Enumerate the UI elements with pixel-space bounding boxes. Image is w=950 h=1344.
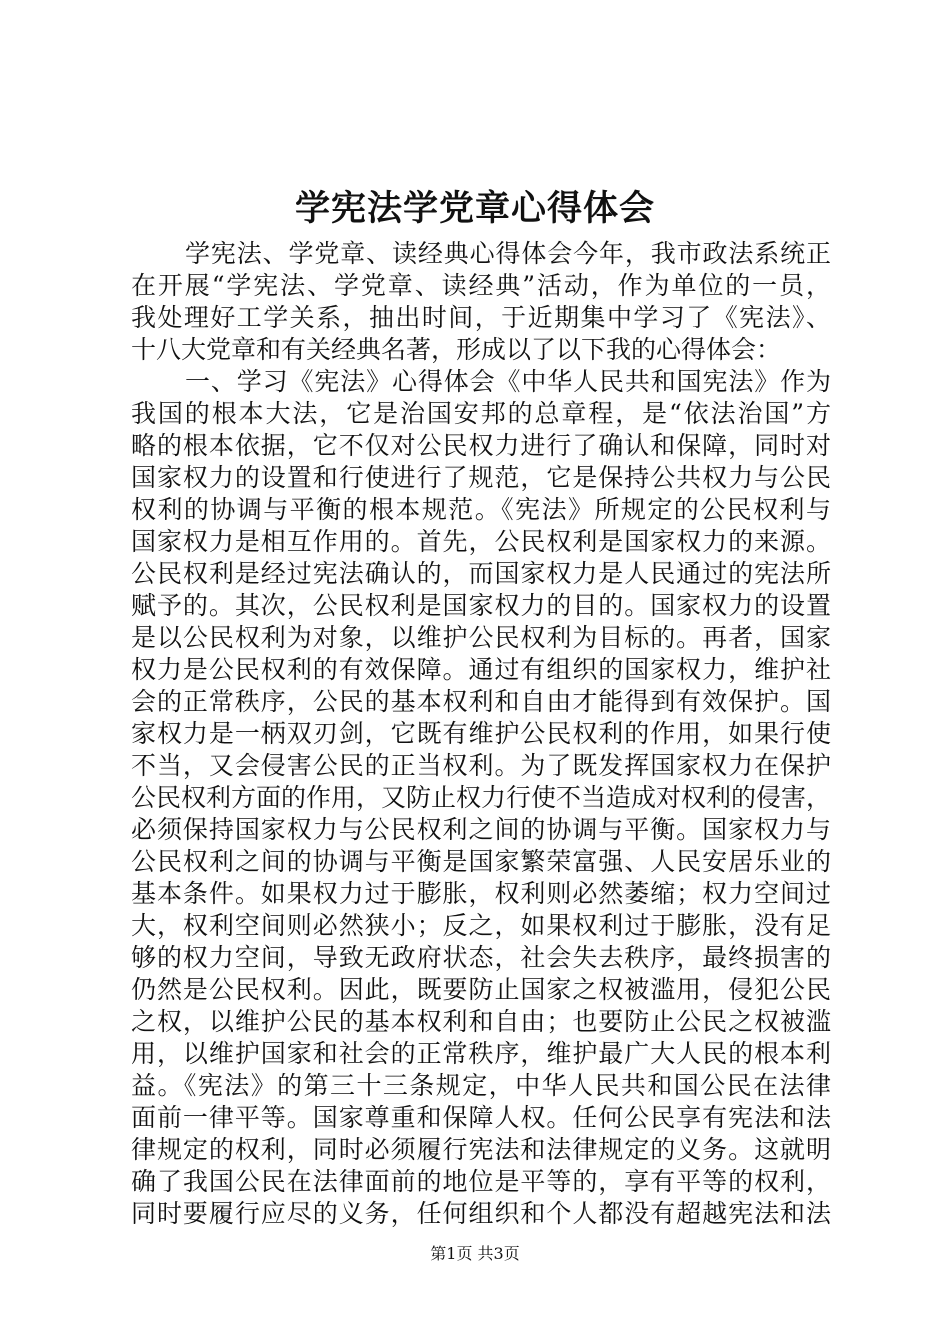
paragraph-line: 益。《宪法》的第三十三条规定，中华人民共和国公民在法律 [131, 1071, 831, 1100]
paragraph-line: 确了我国公民在法律面前的地位是平等的，享有平等的权利， [131, 1167, 831, 1196]
paragraph-line: 在开展“学宪法、学党章、读经典”活动，作为单位的一员， [131, 271, 831, 300]
paragraph-line: 大，权利空间则必然狭小；反之，如果权利过于膨胀，没有足 [131, 911, 831, 940]
paragraph-line: 必须保持国家权力与公民权利之间的协调与平衡。国家权力与 [131, 815, 831, 844]
paragraph-line: 律规定的权利，同时必须履行宪法和法律规定的义务。这就明 [131, 1135, 831, 1164]
paragraph-line: 不当，又会侵害公民的正当权利。为了既发挥国家权力在保护 [131, 751, 831, 780]
paragraph-line: 面前一律平等。国家尊重和保障人权。任何公民享有宪法和法 [131, 1103, 831, 1132]
page-footer: 第1页 共3页 [430, 1244, 520, 1263]
paragraph-line: 公民权利是经过宪法确认的，而国家权力是人民通过的宪法所 [131, 559, 831, 588]
paragraph-line: 我处理好工学关系，抽出时间，于近期集中学习了《宪法》、 [131, 303, 831, 332]
paragraph-line: 基本条件。如果权力过于膨胀，权利则必然萎缩；权力空间过 [131, 879, 831, 908]
paragraph-line: 一、学习《宪法》心得体会《中华人民共和国宪法》作为 [185, 367, 831, 396]
paragraph-line: 会的正常秩序，公民的基本权利和自由才能得到有效保护。国 [131, 687, 831, 716]
paragraph-line: 用，以维护国家和社会的正常秩序，维护最广大人民的根本利 [131, 1039, 831, 1068]
paragraph-line: 仍然是公民权利。因此，既要防止国家之权被滥用，侵犯公民 [131, 975, 831, 1004]
paragraph-line: 公民权利之间的协调与平衡是国家繁荣富强、人民安居乐业的 [131, 847, 831, 876]
paragraph-line: 国家权力是相互作用的。首先，公民权利是国家权力的来源。 [131, 527, 831, 556]
paragraph-line: 够的权力空间，导致无政府状态，社会失去秩序，最终损害的 [131, 943, 831, 972]
paragraph-line: 家权力是一柄双刃剑，它既有维护公民权利的作用，如果行使 [131, 719, 831, 748]
paragraph-line: 十八大党章和有关经典名著，形成以了以下我的心得体会： [131, 335, 782, 364]
paragraph-line: 国家权力的设置和行使进行了规范，它是保持公共权力与公民 [131, 463, 831, 492]
paragraph-line: 是以公民权利为对象，以维护公民权利为目标的。再者，国家 [131, 623, 831, 652]
document-title: 学宪法学党章心得体会 [294, 188, 655, 229]
document-body [131, 238, 831, 1230]
paragraph-line: 略的根本依据，它不仅对公民权力进行了确认和保障，同时对 [131, 431, 831, 460]
paragraph-line: 之权，以维护公民的基本权利和自由；也要防止公民之权被滥 [131, 1007, 831, 1036]
paragraph-line: 赋予的。其次，公民权利是国家权力的目的。国家权力的设置 [131, 591, 831, 620]
paragraph-line: 我国的根本大法，它是治国安邦的总章程，是“依法治国”方 [131, 399, 831, 428]
paragraph-line: 权利的协调与平衡的根本规范。《宪法》所规定的公民权利与 [131, 495, 831, 524]
paragraph-line: 权力是公民权利的有效保障。通过有组织的国家权力，维护社 [131, 655, 831, 684]
paragraph-line: 学宪法、学党章、读经典心得体会今年，我市政法系统正 [185, 239, 831, 268]
paragraph-line: 同时要履行应尽的义务，任何组织和个人都没有超越宪法和法 [131, 1199, 831, 1228]
paragraph-line: 公民权利方面的作用，又防止权力行使不当造成对权利的侵害， [131, 783, 832, 812]
